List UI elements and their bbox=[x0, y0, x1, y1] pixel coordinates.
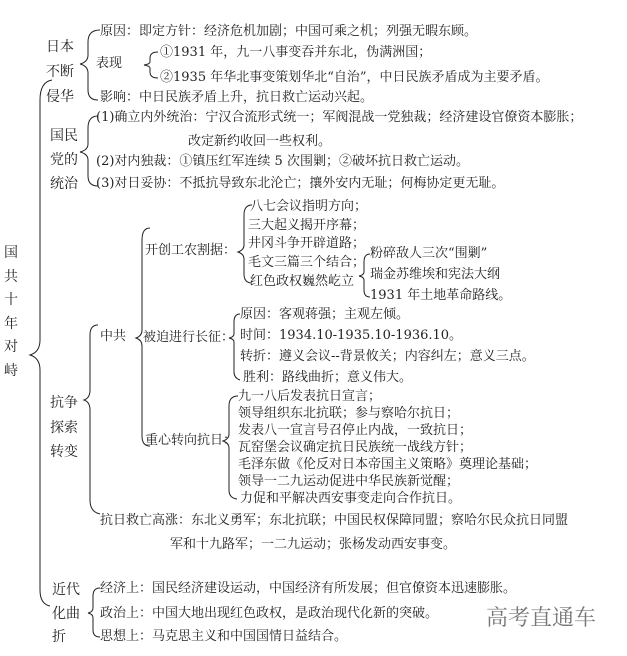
section-label-modernization: 近代 bbox=[52, 582, 80, 598]
anti-japan-item: 领导组织东北抗联；参与察哈尔抗日； bbox=[238, 406, 460, 421]
ccp-label: 中共 bbox=[100, 329, 127, 344]
red-regime-item: 粉碎敌人三次“围剿” bbox=[370, 246, 488, 261]
march-item: 时间：1934.10-1935.10-1936.10。 bbox=[240, 328, 463, 343]
root-title-char: 十 bbox=[4, 292, 18, 308]
anti-japan-item: 毛泽东做《伦反对日本帝国主义策略》奠理论基础； bbox=[238, 457, 538, 472]
root-title-char: 年 bbox=[4, 315, 18, 332]
section-label-kmt: 党的 bbox=[50, 152, 78, 168]
anti-japan-item: 力促和平解决西安事变走向合作抗日。 bbox=[240, 491, 462, 506]
anti-japan-item: 瓦窑堡会议确定抗日民族统一战线方针； bbox=[238, 440, 473, 455]
base-item: 井冈斗争开辟道路； bbox=[248, 236, 366, 251]
root-title-char: 共 bbox=[4, 268, 18, 285]
japan-show-label: 表现 bbox=[96, 56, 123, 71]
japan-effect: 影响：中日民族矛盾上升，抗日救亡运动兴起。 bbox=[100, 90, 374, 105]
japan-show-item: ①1931 年，九一八事变吞并东北，伪满洲国； bbox=[160, 45, 432, 60]
section-label-kmt: 国民 bbox=[50, 128, 78, 144]
section-label-struggle: 探索 bbox=[50, 420, 78, 436]
root-title bbox=[2, 242, 20, 383]
rise-item: 抗日救亡高涨：东北义勇军；东北抗联；中国民权保障同盟；察哈尔民众抗日同盟 bbox=[100, 513, 569, 528]
march-item: 转折：遵义会议--背景攸关；内容纠左；意义三点。 bbox=[240, 349, 535, 364]
modernization-item: 经济上：国民经济建设运动，中国经济有所发展；但官僚资本迅速膨胀。 bbox=[100, 581, 517, 596]
section-label-japan: 日本 bbox=[46, 39, 74, 55]
march-item: 胜利：路线曲折；意义伟大。 bbox=[243, 370, 413, 385]
rise-item: 军和十九路军；一二九运动；张杨发动西安事变。 bbox=[170, 537, 457, 552]
march-label: 被迫进行长征： bbox=[143, 330, 235, 345]
section-label-japan: 侵华 bbox=[46, 89, 74, 105]
root-title-char: 峙 bbox=[4, 362, 18, 379]
base-item: 三大起义揭开序幕； bbox=[248, 218, 366, 233]
root-title-char: 国 bbox=[4, 245, 18, 261]
section-label-modernization: 折 bbox=[52, 629, 66, 645]
modernization-item: 政治上：中国大地出现红色政权，是政治现代化新的突破。 bbox=[100, 606, 439, 621]
red-regime-item: 1931 年土地革命路线。 bbox=[370, 288, 512, 303]
section-label-struggle: 转变 bbox=[50, 444, 78, 460]
watermark: 高考直通车 bbox=[486, 606, 597, 631]
anti-japan-item: 领导一二九运动促进中华民族新觉醒； bbox=[238, 474, 460, 489]
base-item: 红色政权巍然屹立 bbox=[250, 274, 355, 289]
anti-japan-label: 重心转向抗日： bbox=[145, 433, 237, 448]
modernization-item: 思想上：马克思主义和中国国情日益结合。 bbox=[100, 629, 348, 644]
anti-japan-item: 九一八后发表抗日宣言； bbox=[238, 389, 382, 404]
kmt-item: 改定新约收回一些权利。 bbox=[188, 134, 332, 149]
march-item: 原因：客观蒋强；主观左倾。 bbox=[240, 307, 410, 322]
section-label-kmt: 统治 bbox=[50, 176, 78, 192]
section-label-japan: 不断 bbox=[46, 64, 74, 80]
kmt-item: (3)对日妥协：不抵抗导致东北沦亡；攘外安内无耻；何梅协定更无耻。 bbox=[96, 176, 505, 191]
section-label-modernization: 化曲 bbox=[52, 606, 80, 622]
red-regime-item: 瑞金苏维埃和宪法大纲 bbox=[370, 267, 501, 282]
japan-show-item: ②1935 年华北事变策划华北“自治”，中日民族矛盾成为主要矛盾。 bbox=[160, 70, 549, 85]
base-item: 毛文三篇三个结合； bbox=[248, 255, 366, 270]
root-title-char: 对 bbox=[4, 339, 18, 355]
anti-japan-item: 发表八一宣言号召停止内战，一致抗日； bbox=[238, 423, 473, 438]
kmt-item: (2)对内独裁：①镇压红军连续 5 次围剿；②破坏抗日救亡运动。 bbox=[96, 154, 469, 169]
kmt-item: (1)确立内外统治：宁汉合流形式统一；军阀混战一党独裁；经济建设官僚资本膨胀； bbox=[96, 110, 583, 125]
section-label-struggle: 抗争 bbox=[50, 395, 78, 411]
japan-cause: 原因：即定方针：经济危机加剧；中国可乘之机；列强无暇东顾。 bbox=[100, 24, 478, 39]
base-label: 开创工农割据： bbox=[145, 243, 237, 258]
base-item: 八七会议指明方向； bbox=[250, 199, 368, 214]
